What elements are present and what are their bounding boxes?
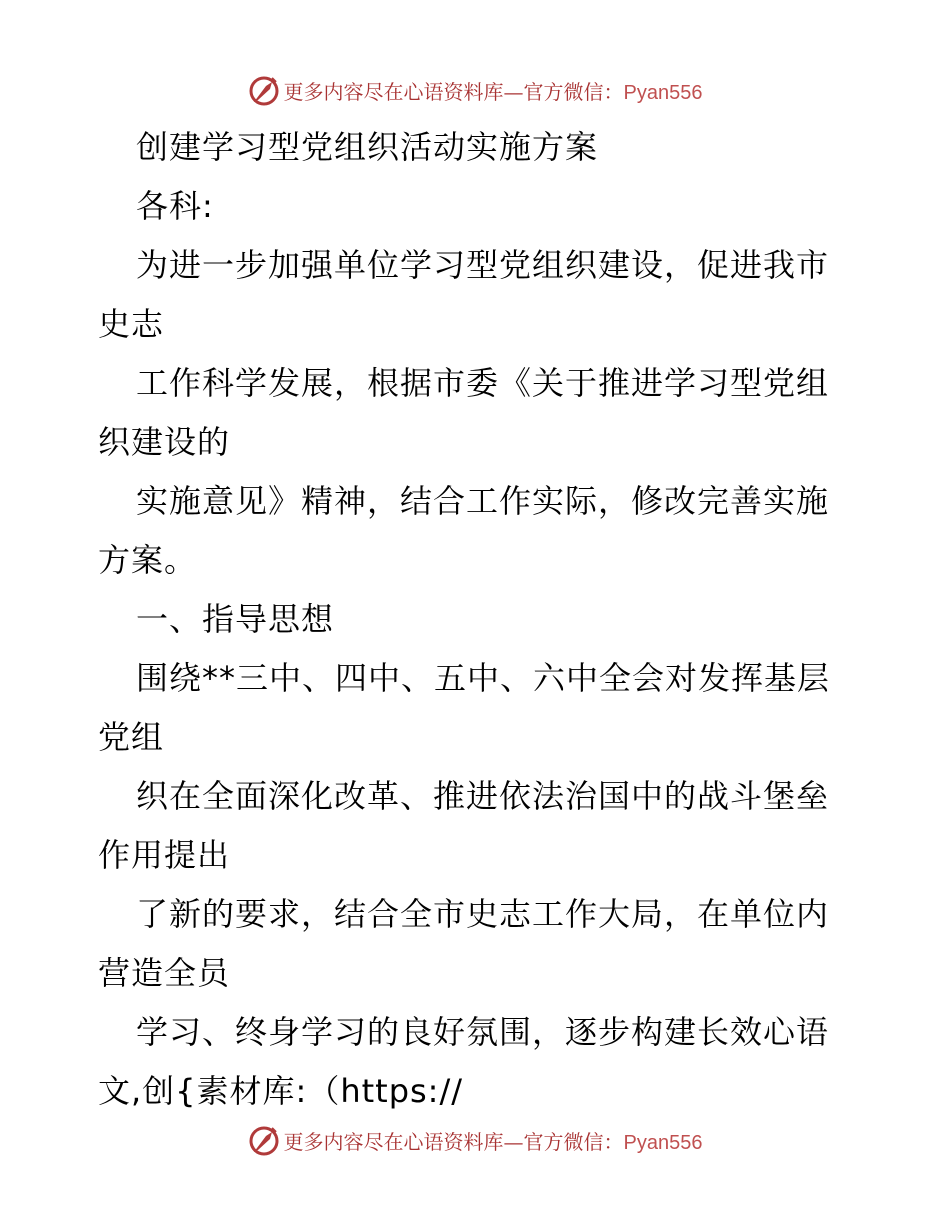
- document-line: 营造全员: [98, 954, 231, 992]
- header-banner-wechat: Pyan556: [623, 81, 703, 104]
- footer-banner-text: [284, 1126, 703, 1155]
- footer-banner-label: 更多内容尽在心语资料库—官方微信：: [283, 1129, 624, 1154]
- document-line: 围绕**三中、四中、五中、六中全会对发挥基层: [136, 659, 831, 697]
- footer-watermark-banner: [0, 1120, 950, 1160]
- document-line: 各科:: [136, 187, 214, 225]
- document-line: 织在全面深化改革、推进依法治国中的战斗堡垒: [136, 777, 830, 815]
- document-line: 工作科学发展，根据市委《关于推进学习型党组: [136, 364, 830, 402]
- document-line: 学习、终身学习的良好氛围，逐步构建长效心语: [136, 1013, 830, 1051]
- footer-banner-wechat: Pyan556: [623, 1131, 703, 1154]
- document-line: 方案。: [98, 541, 198, 579]
- document-line: 实施意见》精神，结合工作实际，修改完善实施: [136, 482, 830, 520]
- document-line: 织建设的: [98, 423, 231, 461]
- header-banner-text: [284, 76, 703, 105]
- header-banner-label: 更多内容尽在心语资料库—官方微信：: [283, 79, 624, 104]
- document-line: 为进一步加强单位学习型党组织建设，促进我市: [136, 246, 830, 284]
- document-line: 文,创{素材库:（https://: [98, 1072, 464, 1110]
- pen-nib-logo-icon: [248, 1124, 280, 1156]
- document-line: 一、指导思想: [136, 600, 335, 638]
- document-line: 创建学习型党组织活动实施方案: [136, 128, 599, 166]
- pen-nib-logo-icon: [248, 74, 280, 106]
- document-line: 党组: [98, 718, 165, 756]
- document-line: 史志: [98, 305, 165, 343]
- document-line: 作用提出: [98, 836, 231, 874]
- document-body: [98, 118, 858, 1121]
- document-line: 了新的要求，结合全市史志工作大局，在单位内: [136, 895, 830, 933]
- header-watermark-banner: [0, 70, 950, 110]
